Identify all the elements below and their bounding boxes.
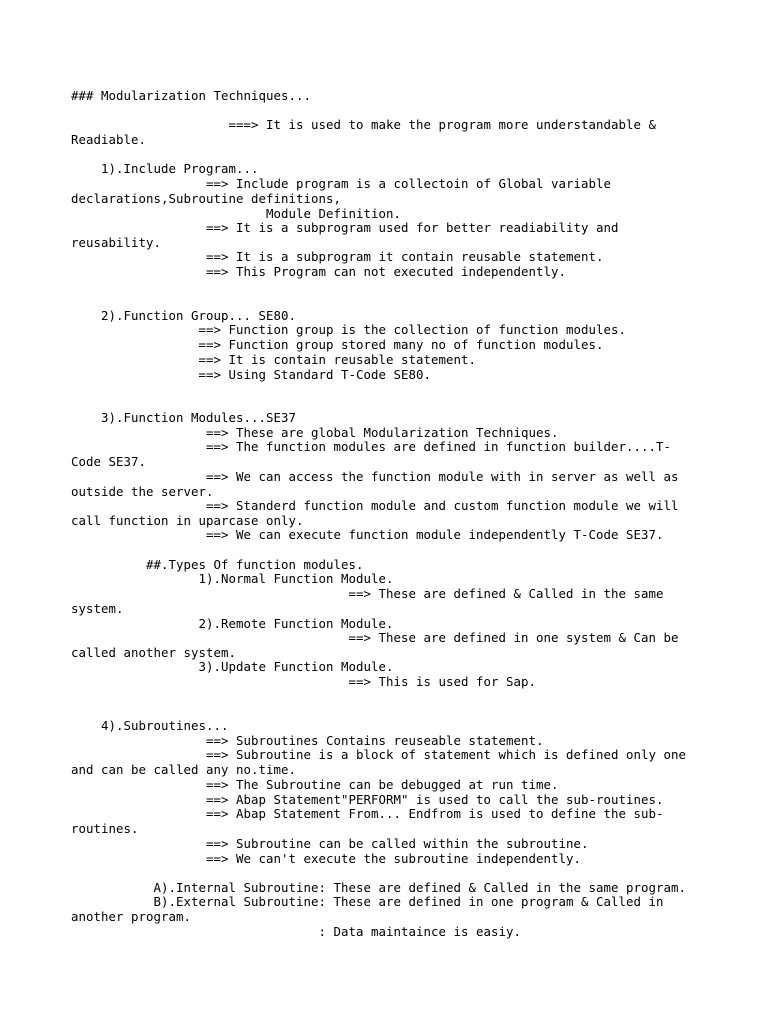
text-line: and can be called any no.time.: [71, 762, 296, 777]
text-line: Readiable.: [71, 132, 146, 147]
text-line: ==> Subroutine is a block of statement which is defined only one: [71, 747, 686, 762]
text-line: outside the server.: [71, 484, 214, 499]
text-line: ==> We can access the function module with in server as well as: [71, 469, 679, 484]
text-line: ==> These are global Modularization Techniques.: [71, 425, 559, 440]
text-line: A).Internal Subroutine: These are defined & Called in the same program.: [71, 880, 686, 895]
text-line: ==> Subroutine can be called within the subroutine.: [71, 836, 589, 851]
text-line: call function in uparcase only.: [71, 513, 304, 528]
text-line: ==> Function group stored many no of function modules.: [71, 337, 604, 352]
text-line: Module Definition.: [71, 206, 401, 221]
section-heading-subroutines: 4).Subroutines...: [71, 718, 229, 733]
text-line: ==> These are defined in one system & Can be: [71, 630, 679, 645]
text-line: B).External Subroutine: These are defined in one program & Called in: [71, 894, 664, 909]
section-heading-include-program: 1).Include Program...: [71, 161, 259, 176]
text-line: ==> Standerd function module and custom function module we will: [71, 498, 679, 513]
section-heading-function-modules: 3).Function Modules...SE37: [71, 410, 296, 425]
text-line: ==> This Program can not executed independently.: [71, 264, 566, 279]
text-line: ==> The Subroutine can be debugged at run time.: [71, 777, 559, 792]
text-line: system.: [71, 601, 124, 616]
text-line: called another system.: [71, 645, 236, 660]
text-line: routines.: [71, 821, 139, 836]
text-line: ===> It is used to make the program more understandable &: [71, 117, 656, 132]
text-line: ==> It is a subprogram it contain reusable statement.: [71, 249, 604, 264]
text-line: 2).Remote Function Module.: [71, 616, 394, 631]
text-line: reusability.: [71, 235, 161, 250]
text-line: Code SE37.: [71, 454, 146, 469]
text-line: ==> These are defined & Called in the same: [71, 586, 664, 601]
text-line: ==> Abap Statement"PERFORM" is used to call the sub-routines.: [71, 792, 664, 807]
text-line: ==> It is contain reusable statement.: [71, 352, 476, 367]
doc-title: ### Modularization Techniques...: [71, 88, 311, 103]
text-line: 1).Normal Function Module.: [71, 571, 394, 586]
text-line: ==> Subroutines Contains reuseable statement.: [71, 733, 544, 748]
text-line: ==> We can execute function module independently T-Code SE37.: [71, 527, 664, 542]
text-line: ==> This is used for Sap.: [71, 674, 536, 689]
text-line: ==> Function group is the collection of function modules.: [71, 322, 626, 337]
text-line: : Data maintaince is easiy.: [71, 924, 521, 939]
text-line: ==> Using Standard T-Code SE80.: [71, 367, 431, 382]
text-line: ==> The function modules are defined in function builder....T-: [71, 439, 671, 454]
text-line: ==> It is a subprogram used for better readiability and: [71, 220, 619, 235]
subsection-heading-types: ##.Types Of function modules.: [71, 557, 364, 572]
text-line: 3).Update Function Module.: [71, 659, 394, 674]
section-heading-function-group: 2).Function Group... SE80.: [71, 308, 296, 323]
text-line: declarations,Subroutine definitions,: [71, 191, 341, 206]
text-line: ==> Abap Statement From... Endfrom is used to define the sub-: [71, 806, 664, 821]
text-line: ==> We can't execute the subroutine independently.: [71, 851, 581, 866]
text-line: ==> Include program is a collectoin of Global variable: [71, 176, 611, 191]
text-line: another program.: [71, 909, 191, 924]
